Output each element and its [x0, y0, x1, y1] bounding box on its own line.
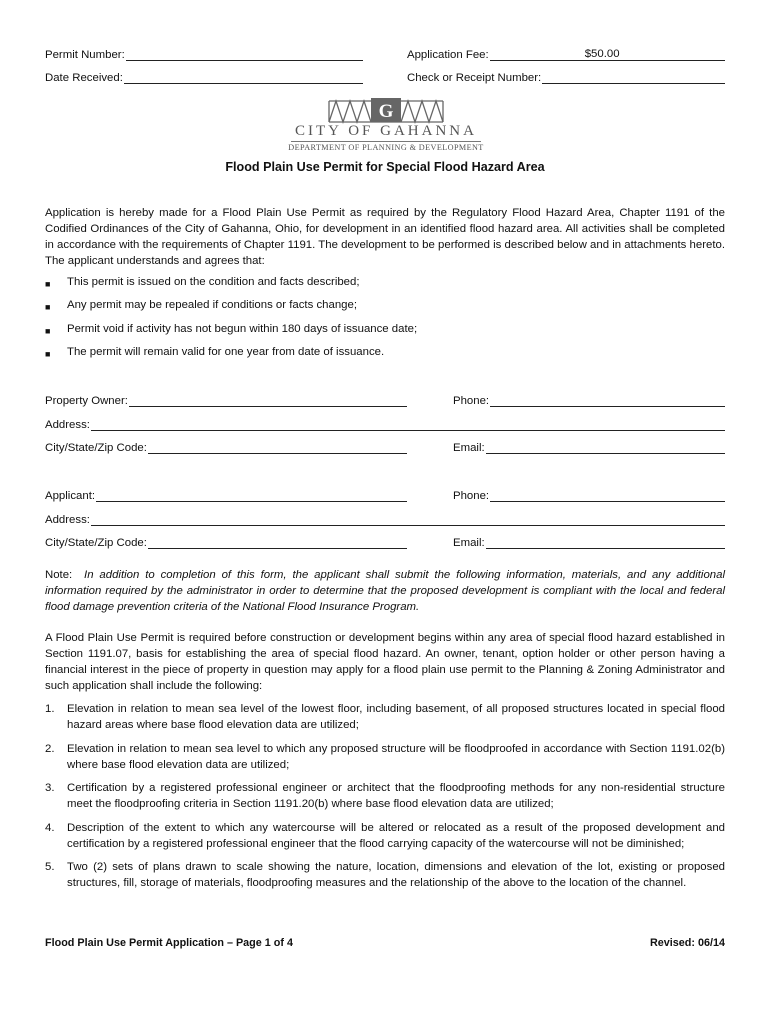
owner-city-label: City/State/Zip Code:: [45, 442, 147, 454]
bullet-item: ■ The permit will remain valid for one year from date of issuance.: [45, 346, 384, 362]
logo-department: DEPARTMENT OF PLANNING & DEVELOPMENT: [288, 143, 484, 152]
date-received-label: Date Received:: [45, 72, 123, 84]
application-fee-line[interactable]: [490, 48, 725, 61]
application-fee-field[interactable]: [407, 48, 725, 61]
list-item: 4. Description of the extent to which any watercourse will be altered or relocated as a result of the proposed development and certification by a registered professional engineer that the flood carrying capacity of the watercourse will not be diminished;: [45, 822, 725, 850]
footer-left: Flood Plain Use Permit Application – Page 1 of 4: [45, 937, 293, 949]
owner-city-line[interactable]: [148, 441, 407, 454]
owner-email-line[interactable]: [486, 441, 725, 454]
list-item: 3. Certification by a registered professional engineer or architect that the floodproofing methods for any non-residential structure meet the floodproofing criteria in Section 1191.20(b) where base flood elevation data are utilized;: [45, 782, 725, 810]
owner-email-field[interactable]: [453, 441, 725, 454]
bridge-icon: [283, 96, 489, 126]
bullet-item: ■ Permit void if activity has not begun within 180 days of issuance date;: [45, 323, 417, 339]
footer-right: Revised: 06/14: [649, 937, 725, 949]
applicant-field[interactable]: [45, 489, 407, 502]
permit-number-line[interactable]: [126, 48, 363, 61]
list-item: 1. Elevation in relation to mean sea level of the lowest floor, including basement, of all proposed structures located in special flood hazard areas where base flood elevation data are utilized;: [45, 703, 725, 731]
applicant-city-label: City/State/Zip Code:: [45, 537, 147, 549]
list-item: 2. Elevation in relation to mean sea level to which any proposed structure will be floodproofed in accordance with Section 1191.02(b) where base flood elevation data are utilized;: [45, 743, 725, 771]
page-title: Flood Plain Use Permit for Special Flood Hazard Area: [225, 160, 545, 174]
owner-phone-label: Phone:: [453, 395, 490, 407]
permit-number-field[interactable]: [45, 48, 363, 61]
square-bullet-icon: ■: [45, 349, 51, 359]
city-logo: [283, 96, 489, 158]
applicant-city-field[interactable]: [45, 536, 407, 549]
bullet-item: ■ Any permit may be repealed if conditions or facts change;: [45, 299, 357, 315]
check-receipt-line[interactable]: [542, 71, 725, 84]
logo-rule: [291, 141, 481, 142]
logo-letter: G: [378, 101, 394, 122]
owner-city-field[interactable]: [45, 441, 407, 454]
applicant-phone-field[interactable]: [453, 489, 725, 502]
applicant-phone-line[interactable]: [490, 489, 725, 502]
application-fee-value: $50.00: [584, 48, 620, 60]
applicant-line[interactable]: [96, 489, 407, 502]
owner-phone-line[interactable]: [490, 394, 725, 407]
square-bullet-icon: ■: [45, 326, 51, 336]
property-owner-label: Property Owner:: [45, 395, 128, 407]
property-owner-line[interactable]: [129, 394, 407, 407]
owner-email-label: Email:: [453, 442, 485, 454]
applicant-email-field[interactable]: [453, 536, 725, 549]
property-owner-field[interactable]: [45, 394, 407, 407]
check-receipt-label: Check or Receipt Number:: [407, 72, 542, 84]
applicant-email-label: Email:: [453, 537, 485, 549]
owner-address-label: Address:: [45, 419, 90, 431]
application-fee-label: Application Fee:: [407, 49, 489, 61]
owner-address-field[interactable]: [45, 418, 725, 431]
bullet-item: ■ This permit is issued on the condition and facts described;: [45, 276, 360, 292]
permit-number-label: Permit Number:: [45, 49, 125, 61]
applicant-label: Applicant:: [45, 490, 96, 502]
square-bullet-icon: ■: [45, 279, 51, 289]
note-paragraph: [45, 567, 725, 615]
applicant-address-field[interactable]: [45, 513, 725, 526]
intro-paragraph: Application is hereby made for a Flood Plain Use Permit as required by the Regulatory Flood Hazard Area, Chapter 1191 of the Codified Ordinances of the City of Gahanna, Ohio, for development in an identified flood hazard area. All activities shall be completed in accordance with the requirements of Chapter 1191. The development to be performed is described below and in attachments hereto. The applicant understands and agrees that:: [45, 207, 725, 267]
owner-phone-field[interactable]: [453, 394, 725, 407]
square-bullet-icon: ■: [45, 302, 51, 312]
applicant-phone-label: Phone:: [453, 490, 490, 502]
applicant-address-label: Address:: [45, 514, 90, 526]
requirement-paragraph: A Flood Plain Use Permit is required before construction or development begins within any area of special flood hazard established in Section 1191.07, basis for establishing the area of special flood hazard. An owner, tenant, option holder or other person having a financial interest in the piece of property in question may apply for a flood plain use permit to the Planning & Zoning Administrator and such application shall include the following:: [45, 632, 725, 692]
note-label: Note:: [45, 569, 73, 581]
check-receipt-field[interactable]: [407, 71, 725, 84]
owner-address-line[interactable]: [91, 418, 725, 431]
list-item: 5. Two (2) sets of plans drawn to scale showing the nature, location, dimensions and elevation of the lot, existing or proposed structures, fill, storage of materials, floodproofing measures and the relationship of the above to the location of the channel.: [45, 861, 725, 889]
logo-city-name: CITY OF GAHANNA: [295, 123, 477, 139]
applicant-city-line[interactable]: [148, 536, 407, 549]
note-text: In addition to completion of this form, the applicant shall submit the following information, materials, and any additional information required by the administrator in order to determine that the proposed development is compliant with the local and federal flood damage prevention criteria of the National Flood Insurance Program.: [45, 569, 725, 613]
date-received-field[interactable]: [45, 71, 363, 84]
applicant-email-line[interactable]: [486, 536, 725, 549]
date-received-line[interactable]: [124, 71, 363, 84]
applicant-address-line[interactable]: [91, 513, 725, 526]
